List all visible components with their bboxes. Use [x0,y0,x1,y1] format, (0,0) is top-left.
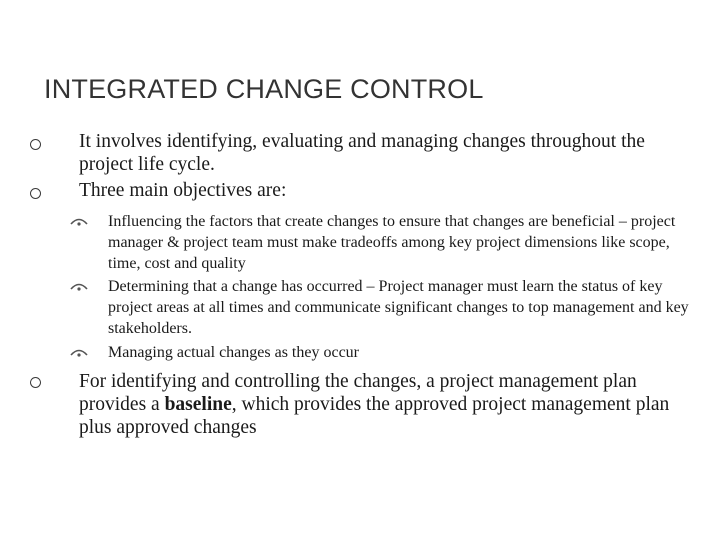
circle-bullet-icon [30,377,41,388]
circle-bullet-icon [30,188,41,199]
baseline-term: baseline [164,394,232,415]
bullet-text-2: Three main objectives are: [79,180,287,201]
bullet-text-3-before: For identifying and controlling the changes, a project management plan provides a [79,371,637,415]
sub-bullet-icon [70,216,88,227]
bullet-text-1: It involves identifying, evaluating and managing changes throughout the project life cycle. [79,131,645,175]
sub-bullet-text-2: Determining that a change has occurred – Project manager must learn the status of key project areas at all times and communicate significant changes to top management and key stakeholders. [108,278,689,337]
sub-bullet-text-3: Managing actual changes as they occur [108,344,360,361]
slide-title: INTEGRATED CHANGE CONTROL [44,74,484,104]
bullet-text-3 [79,370,699,439]
bullet-text-3-after: , which provides the approved project management plan plus approved changes [79,394,670,438]
sub-bullet-text-1: Influencing the factors that create changes to ensure that changes are beneficial – project manager & project team must make tradeoffs among key project dimensions like scope, time, cost and quality [108,213,676,272]
sub-bullet-icon [70,281,88,292]
sub-bullet-icon [70,347,88,358]
circle-bullet-icon [30,139,41,150]
